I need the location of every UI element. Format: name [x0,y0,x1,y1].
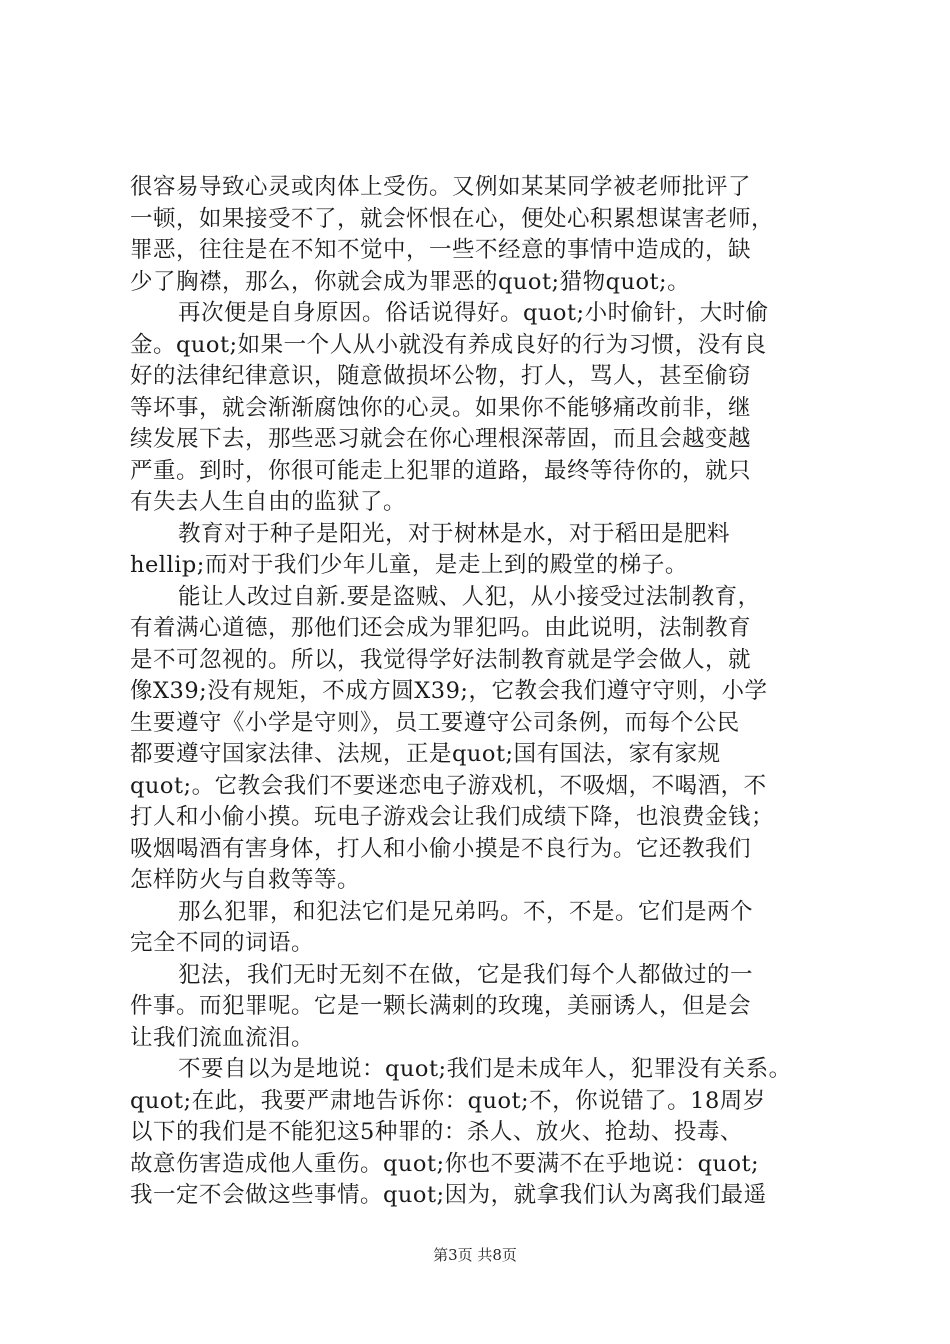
text-line: 生要遵守《小学是守则》，员工要遵守公司条例，而每个公民 [130,709,740,736]
text-line: 严重。到时，你很可能走上犯罪的道路，最终等待你的，就只 [130,457,752,484]
text-line: 那么犯罪，和犯法它们是兄弟吗。不，不是。它们是两个 [178,898,754,925]
text-line: 件事。而犯罪呢。它是一颗长满刺的玫瑰，美丽诱人，但是会 [130,993,752,1019]
body-text [130,172,845,1212]
text-line: 能让人改过自新.要是盗贼、人犯，从小接受过法制教育， [178,583,761,610]
text-line: 不要自以为是地说：quot;我们是未成年人，犯罪没有关系。 [178,1056,792,1082]
text-line: 我一定不会做这些事情。quot;因为，就拿我们认为离我们最遥 [130,1182,767,1208]
text-line: 故意伤害造成他人重伤。quot;你也不要满不在乎地说：quot; [130,1150,760,1177]
text-line: 怎样防火与自救等等。 [130,867,361,893]
text-line: quot;在此，我要严肃地告诉你：quot;不，你说错了。18周岁 [130,1087,766,1114]
text-line: 很容易导致心灵或肉体上受伤。又例如某某同学被老师批评了 [130,174,752,200]
text-line: 续发展下去，那些恶习就会在你心理根深蒂固，而且会越变越 [130,426,752,452]
text-line: 犯法，我们无时无刻不在做，它是我们每个人都做过的一 [178,961,754,988]
text-line: quot;。它教会我们不要迷恋电子游戏机，不吸烟，不喝酒，不 [130,772,767,799]
text-line: 完全不同的词语。 [130,930,315,956]
text-line: 教育对于种子是阳光，对于树林是水，对于稻田是肥料 [178,520,731,547]
text-line: 以下的我们是不能犯这5种罪的：杀人、放火、抢劫、投毒、 [130,1119,743,1145]
text-line: 金。quot;如果一个人从小就没有养成良好的行为习惯，没有良 [130,331,767,358]
text-line: 是不可忽视的。所以，我觉得学好法制教育就是学会做人，就 [130,646,752,673]
text-line: 少了胸襟，那么，你就会成为罪恶的quot;猎物quot;。 [130,268,691,295]
text-line: 罪恶，往往是在不知不觉中，一些不经意的事情中造成的，缺 [130,237,752,263]
text-line: 让我们流血流泪。 [130,1024,315,1051]
text-line: 打人和小偷小摸。玩电子游戏会让我们成绩下降，也浪费金钱； [130,804,775,830]
text-line: 都要遵守国家法律、法规，正是quot;国有国法，家有家规 [130,741,721,767]
text-line: 好的法律纪律意识，随意做损坏公物，打人，骂人，甚至偷窃 [130,363,752,389]
text-line: 等坏事，就会渐渐腐蚀你的心灵。如果你不能够痛改前非，继 [130,394,752,421]
text-line: 像X39;没有规矩，不成方圆X39;，它教会我们遵守守则，小学 [130,678,768,704]
page-footer: 第3页 共8页 [433,1246,517,1264]
text-line: 再次便是自身原因。俗话说得好。quot;小时偷针，大时偷 [178,300,769,326]
text-line: hellip;而对于我们少年儿童，是走上到的殿堂的梯子。 [130,552,688,578]
text-line: 有着满心道德，那他们还会成为罪犯吗。由此说明，法制教育 [130,615,752,641]
text-line: 吸烟喝酒有害身体，打人和小偷小摸是不良行为。它还教我们 [130,835,752,862]
text-line: 一顿，如果接受不了，就会怀恨在心，便处心积累想谋害老师， [130,205,775,232]
text-line: 有失去人生自由的监狱了。 [130,489,407,515]
